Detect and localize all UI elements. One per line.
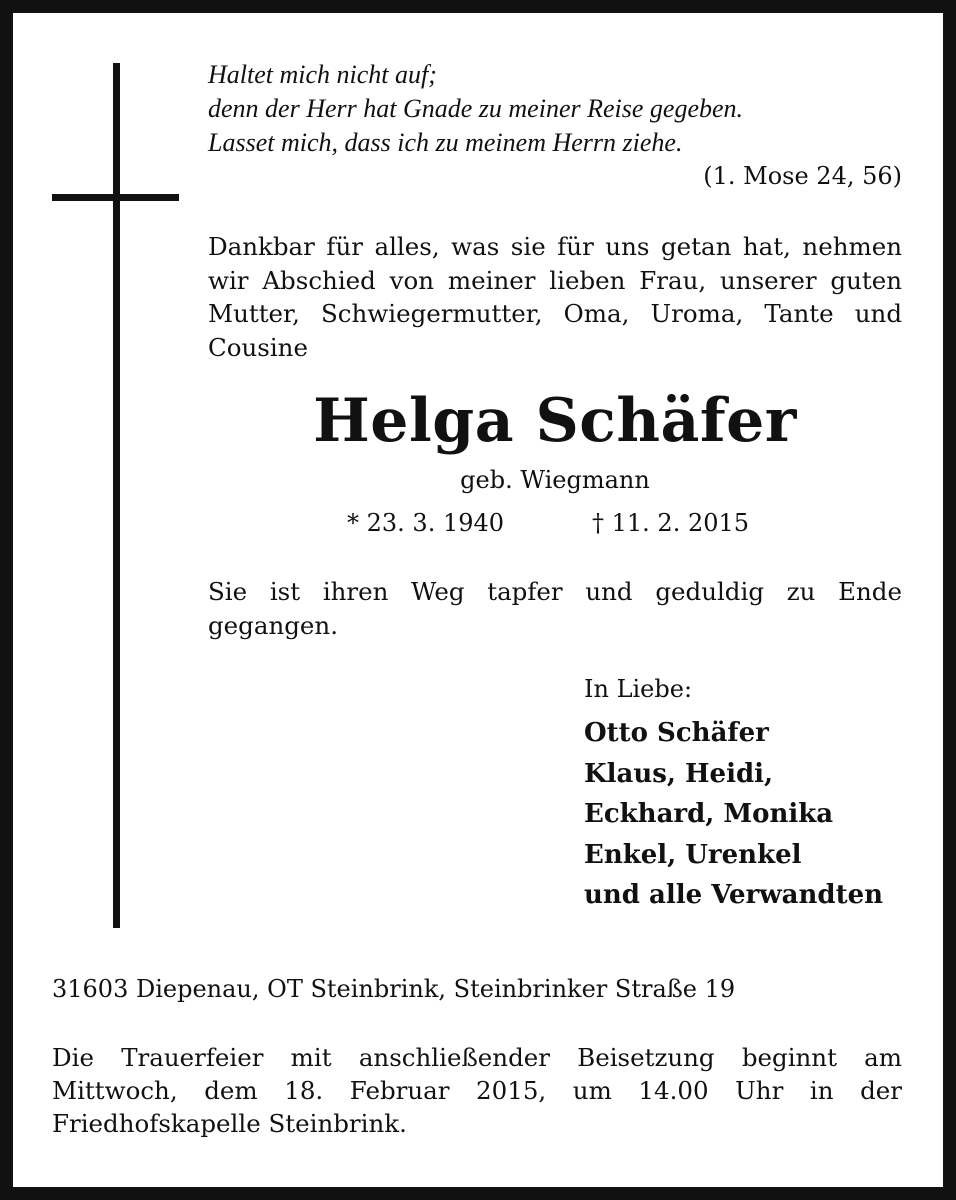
verse-line-1: Haltet mich nicht auf; xyxy=(208,60,437,89)
family-address: 31603 Diepenau, OT Steinbrink, Steinbrinker Straße 19 xyxy=(52,975,736,1003)
tribute-text: Sie ist ihren Weg tapfer und geduldig zu Ende gegangen. xyxy=(208,577,902,640)
verse-line-3: Lasset mich, dass ich zu meinem Herrn ziehe. xyxy=(208,128,683,157)
intro-text: Dankbar für alles, was sie für uns getan hat, nehmen wir Abschied von meiner lieben Frau, unserer guten Mutter, Schwiegermutter, Oma, Uroma, Tante und Cousine xyxy=(208,232,902,362)
verse-reference: (1. Mose 24, 56) xyxy=(703,162,902,190)
mourners-list xyxy=(584,713,883,916)
mourner-name: und alle Verwandten xyxy=(584,880,884,910)
mourner-name: Otto Schäfer xyxy=(584,718,769,748)
mourner-name: Klaus, Heidi, xyxy=(584,758,774,789)
mourner-name: Eckhard, Monika xyxy=(584,799,834,829)
deceased-name: Helga Schäfer xyxy=(313,386,797,456)
cross-icon-vertical-bar xyxy=(113,63,120,928)
bible-verse xyxy=(208,58,902,160)
mourner-name: Enkel, Urenkel xyxy=(584,839,802,870)
birth-date: * 23. 3. 1940 xyxy=(347,509,505,537)
mourners-label: In Liebe: xyxy=(584,675,693,703)
death-date: † 11. 2. 2015 xyxy=(592,509,750,537)
verse-line-2: denn der Herr hat Gnade zu meiner Reise gegeben. xyxy=(208,94,744,123)
maiden-name: geb. Wiegmann xyxy=(460,466,650,494)
cross-icon-horizontal-bar xyxy=(52,194,179,201)
funeral-info: Die Trauerfeier mit anschließender Beisetzung beginnt am Mittwoch, dem 18. Februar 2015, um 14.00 Uhr in der Friedhofskapelle Steinbrink. xyxy=(52,1043,902,1138)
